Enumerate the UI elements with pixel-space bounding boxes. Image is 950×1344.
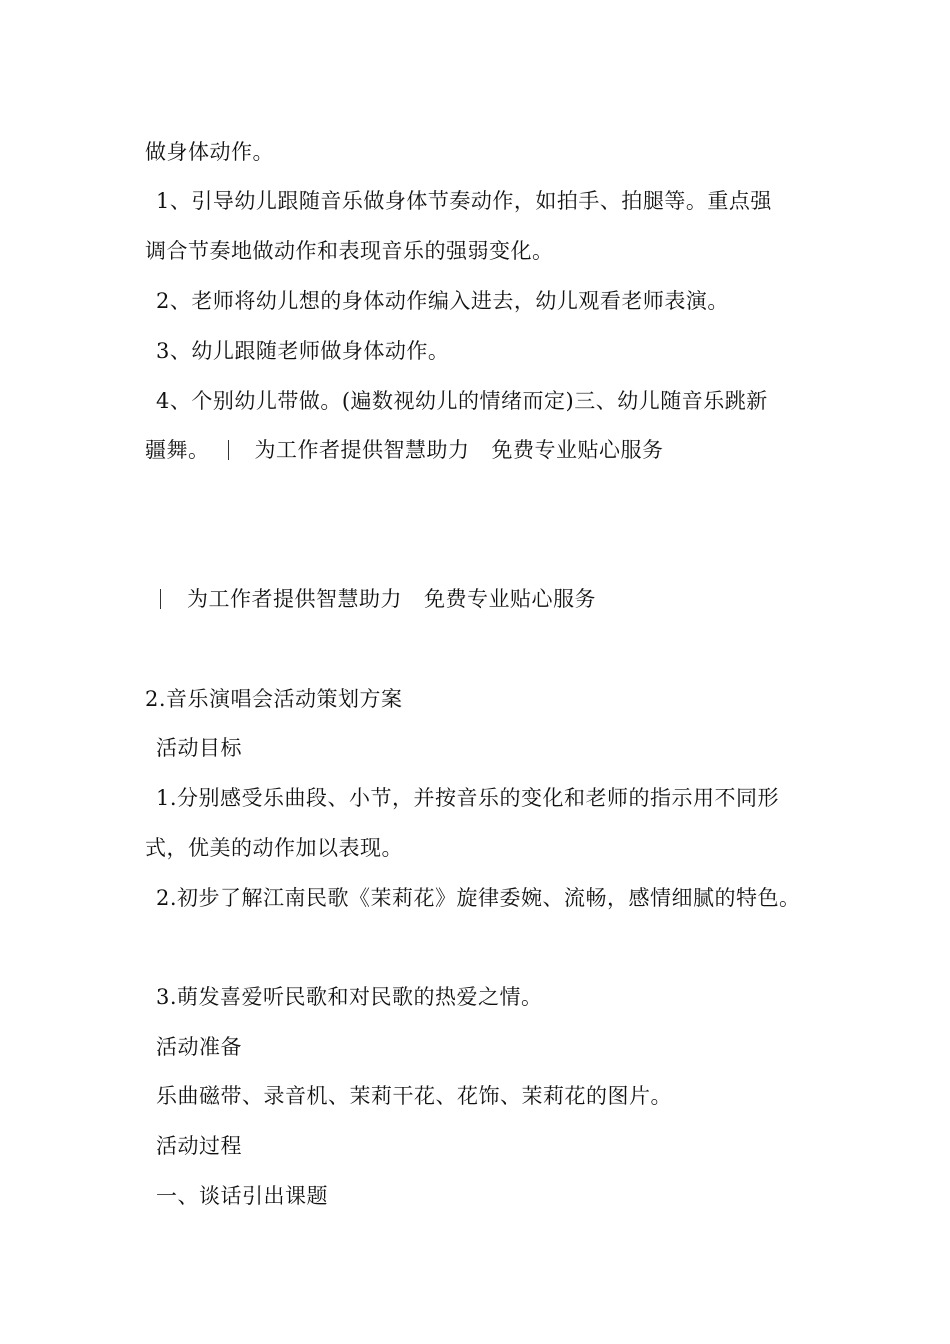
footer-slogan-b: 免费专业贴心服务 xyxy=(491,438,664,462)
separator-bar xyxy=(160,589,161,609)
paragraph-line: 2.初步了解江南民歌《茉莉花》旋律委婉、流畅，感情细腻的特色。 xyxy=(156,886,801,910)
inline-footer xyxy=(228,438,664,462)
paragraph-line: 4、个别幼儿带做。(遍数视幼儿的情绪而定)三、幼儿随音乐跳新 xyxy=(156,389,768,413)
paragraph-line: 乐曲磁带、录音机、茉莉干花、花饰、茉莉花的图片。 xyxy=(156,1084,672,1108)
paragraph-line: 1.分别感受乐曲段、小节，并按音乐的变化和老师的指示用不同形 xyxy=(156,786,780,810)
footer-slogan-b: 免费专业贴心服务 xyxy=(424,587,596,611)
page-footer xyxy=(160,584,596,614)
paragraph-line: 1、引导幼儿跟随音乐做身体节奏动作，如拍手、拍腿等。重点强 xyxy=(156,189,772,213)
footer-slogan-a: 为工作者提供智慧助力 xyxy=(254,438,470,462)
section-title: 2.音乐演唱会活动策划方案 xyxy=(145,687,403,711)
paragraph-line: 调合节奏地做动作和表现音乐的强弱变化。 xyxy=(145,239,554,263)
footer-slogan-a: 为工作者提供智慧助力 xyxy=(187,587,402,611)
separator-bar xyxy=(228,440,229,460)
heading-process: 活动过程 xyxy=(156,1134,242,1158)
paragraph-line: 3.萌发喜爱听民歌和对民歌的热爱之情。 xyxy=(156,985,543,1009)
paragraph-line-with-footer xyxy=(145,435,664,465)
paragraph-text: 疆舞。 xyxy=(145,438,210,462)
paragraph-line: 式，优美的动作加以表现。 xyxy=(145,836,403,860)
heading-goals: 活动目标 xyxy=(156,736,242,760)
paragraph-line: 一、谈话引出课题 xyxy=(156,1184,328,1208)
paragraph-line: 3、幼儿跟随老师做身体动作。 xyxy=(156,339,450,363)
paragraph-line: 做身体动作。 xyxy=(145,140,274,164)
heading-preparation: 活动准备 xyxy=(156,1035,242,1059)
paragraph-line: 2、老师将幼儿想的身体动作编入进去，幼儿观看老师表演。 xyxy=(156,289,729,313)
